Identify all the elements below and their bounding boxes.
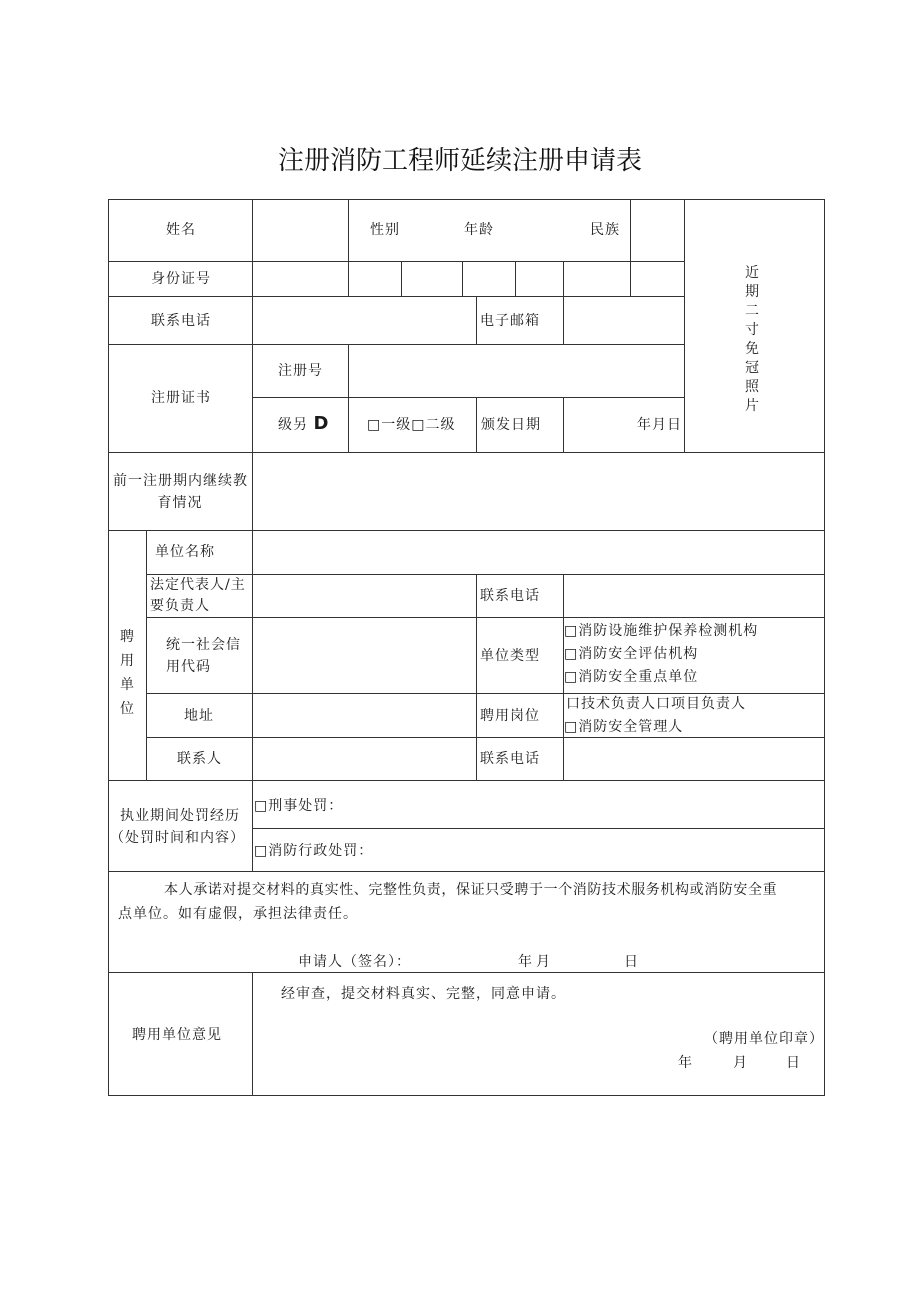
pledge-text-2: 点单位。如有虚假，承担法律责任。 — [118, 906, 358, 922]
col-line — [515, 261, 516, 297]
level-options: □一级□二级 — [367, 417, 456, 433]
employer-opinion-label: 聘用单位意见 — [132, 1027, 222, 1043]
row-line — [108, 780, 825, 781]
criminal-penalty-checkbox: □刑事处罚： — [254, 798, 344, 814]
email-label: 电子邮箱 — [480, 313, 540, 329]
age-label: 年龄 — [464, 222, 494, 238]
row-line — [108, 261, 685, 262]
applicant-date-ym: 年月 — [518, 954, 554, 970]
admin-penalty-checkbox: □消防行政处罚： — [254, 843, 374, 859]
page-title: 注册消防工程师延续注册申请表 — [277, 146, 642, 176]
id-number-label: 身份证号 — [151, 271, 211, 287]
seal-year: 年 — [678, 1055, 693, 1071]
reg-number-label: 注册号 — [278, 363, 323, 379]
legal-rep-label-1: 法定代表人/主 — [150, 577, 246, 593]
table-border-left — [108, 199, 109, 1096]
issue-date-label: 颁发日期 — [481, 417, 541, 433]
unit-type-option-1: □消防设施维护保养检测机构 — [564, 623, 759, 639]
row-line — [146, 617, 825, 618]
opinion-text: 经审查，提交材料真实、完整，同意申请。 — [281, 986, 566, 1002]
level-label — [278, 413, 329, 436]
unit-type-option-2: □消防安全评估机构 — [564, 646, 699, 662]
photo-placeholder: 近期二寸免冠照片 — [745, 265, 759, 414]
seal-month: 月 — [733, 1055, 748, 1071]
col-line — [476, 397, 477, 453]
row-line — [108, 972, 825, 973]
col-line — [563, 261, 564, 297]
unit-type-option-3: □消防安全重点单位 — [564, 669, 699, 685]
position-option-2: □消防安全管理人 — [564, 719, 684, 735]
prev-education-label-2: 育情况 — [157, 495, 203, 511]
table-border-right — [824, 199, 825, 1096]
col-line — [630, 199, 631, 297]
col-line — [476, 574, 477, 781]
row-line — [108, 344, 685, 345]
employer-label: 聘用单位 — [120, 629, 134, 717]
address-label: 地址 — [184, 708, 214, 724]
phone-label: 联系电话 — [151, 313, 211, 329]
seal-day: 日 — [786, 1055, 801, 1071]
row-line — [252, 397, 685, 398]
position-label: 聘用岗位 — [480, 708, 540, 724]
contact-phone-label: 联系电话 — [480, 751, 540, 767]
col-line — [476, 296, 477, 345]
unit-phone-label: 联系电话 — [480, 588, 540, 604]
row-line — [108, 530, 825, 531]
position-option-1: 口技术负责人口项目负责人 — [566, 696, 746, 712]
seal-label: （聘用单位印章） — [704, 1031, 824, 1047]
row-line — [108, 296, 685, 297]
legal-rep-label-2: 要负责人 — [150, 598, 210, 614]
unit-type-label: 单位类型 — [480, 648, 540, 664]
col-line — [563, 397, 564, 453]
table-border-bottom — [108, 1095, 825, 1096]
certificate-label: 注册证书 — [151, 390, 211, 406]
unit-name-label: 单位名称 — [155, 544, 215, 560]
row-line — [146, 737, 825, 738]
col-line — [348, 199, 349, 297]
name-label: 姓名 — [166, 222, 196, 238]
applicant-date-d: 日 — [624, 954, 639, 970]
col-line — [146, 530, 147, 781]
table-border-top — [108, 199, 825, 200]
row-line — [252, 828, 825, 829]
col-line — [563, 296, 564, 345]
level-text: 级另 — [278, 417, 308, 433]
prev-education-label-1: 前一注册期内继续教 — [113, 473, 248, 489]
col-line — [252, 780, 253, 872]
col-line — [252, 972, 253, 1096]
col-line — [462, 261, 463, 297]
credit-code-label-2: 用代码 — [166, 659, 211, 675]
col-line — [684, 199, 685, 453]
col-line — [348, 344, 349, 453]
ethnicity-label: 民族 — [590, 222, 620, 238]
applicant-signature-label: 申请人（签名）： — [298, 954, 411, 970]
credit-code-label-1: 统一社会信 — [166, 637, 241, 653]
pledge-text-1: 本人承诺对提交材料的真实性、完整性负责，保证只受聘于一个消防技术服务机构或消防安全重 — [164, 882, 778, 898]
col-line — [401, 261, 402, 297]
row-line — [108, 452, 825, 453]
row-line — [108, 871, 825, 872]
col-line — [252, 530, 253, 781]
contact-label: 联系人 — [177, 751, 222, 767]
gender-label: 性别 — [370, 222, 400, 238]
level-mark: D — [313, 413, 330, 434]
row-line — [146, 574, 825, 575]
penalty-label-2: （处罚时间和内容） — [110, 830, 245, 846]
issue-date-value: 年月日 — [637, 417, 682, 433]
penalty-label-1: 执业期间处罚经历 — [120, 808, 240, 824]
col-line — [252, 199, 253, 531]
